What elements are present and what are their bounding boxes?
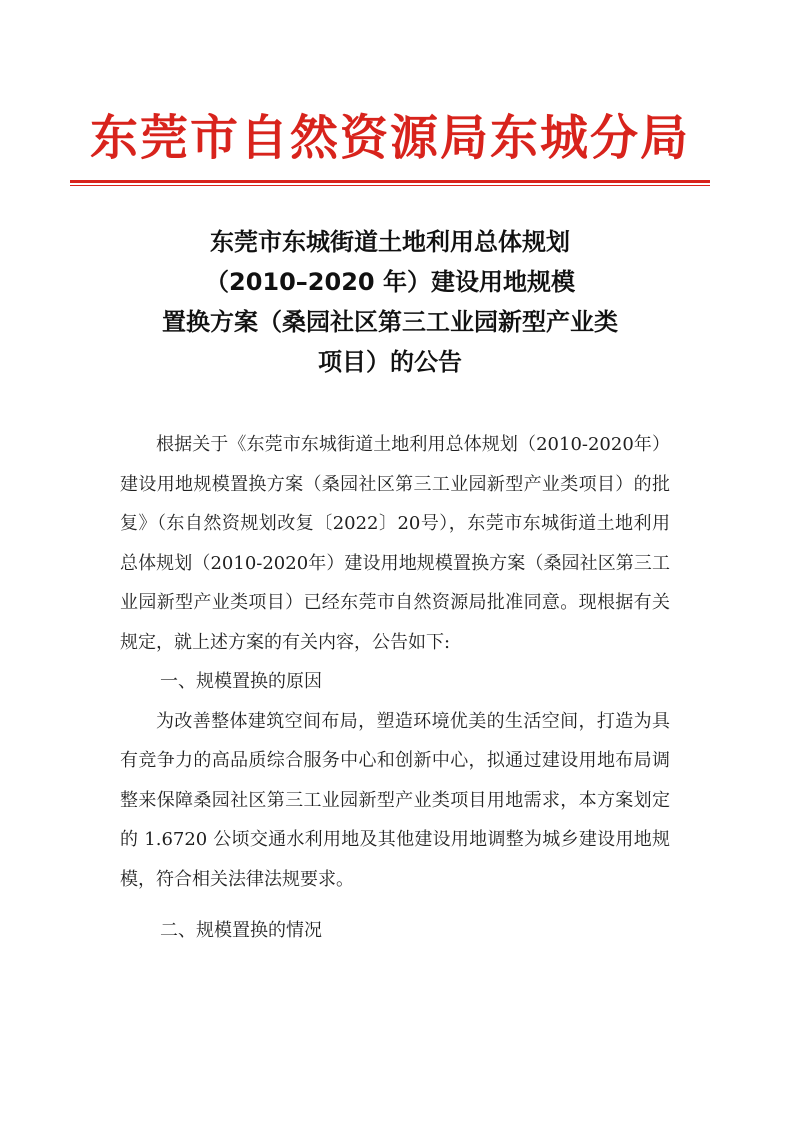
title-line-4: 项目）的公告 [318,348,462,376]
section-1-paragraph: 为改善整体建筑空间布局，塑造环境优美的生活空间，打造为具有竞争力的高品质综合服务中心和创新中心，拟通过建设用地布局调整来保障桑园社区第三工业园新型产业类项目用地需求，本方案划定的 1.6720 公顷交通水利用地及其他建设用地调整为城乡建设用地规模，符合相关法律法规要求。 [120,710,670,890]
title-line-1: 东莞市东城街道土地利用总体规划 [210,228,570,256]
title-line-2: （2010–2020 年）建设用地规模 [205,268,575,296]
letterhead-org-name: 东莞市自然资源局东城分局 [89,110,690,166]
letterhead-rule-thick [70,180,710,183]
document-title [90,222,690,382]
title-line-3: 置换方案（桑园社区第三工业园新型产业类 [162,308,618,336]
letterhead-rule-thin [70,185,710,186]
section-2-heading: 二、规模置换的情况 [160,920,322,941]
section-1-heading: 一、规模置换的原因 [160,671,322,692]
intro-paragraph: 根据关于《东莞市东城街道土地利用总体规划（2010-2020年）建设用地规模置换方案（桑园社区第三工业园新型产业类项目）的批复》（东自然资规划改复〔2022〕20号），东莞市东城街道土地利用总体规划（2010-2020年）建设用地规模置换方案（桑园社区第三工业园新型产业类项目）已经东莞市自然资源局批准同意。现根据有关规定，就上述方案的有关内容，公告如下: [120,434,670,653]
document-body [120,425,670,951]
